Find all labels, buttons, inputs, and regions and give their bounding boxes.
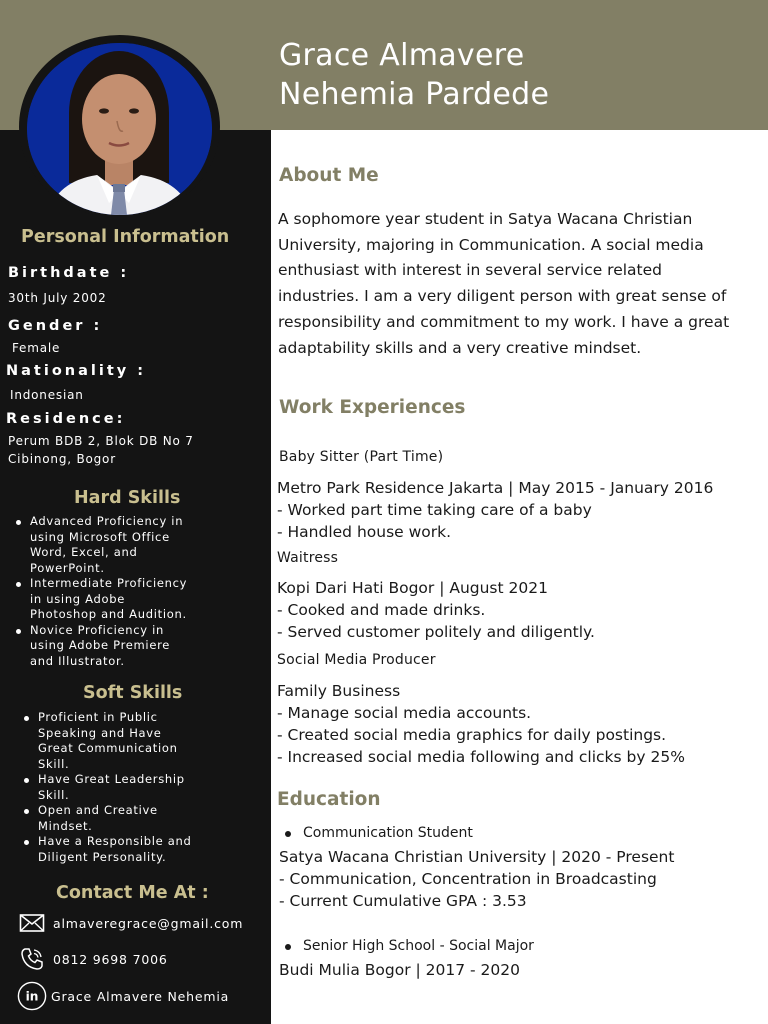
residence-line-1: Perum BDB 2, Blok DB No 7 xyxy=(8,434,194,448)
soft-skill-item-line: Diligent Personality. xyxy=(38,849,167,864)
soft-skill-item-line: Skill. xyxy=(38,756,70,771)
nationality-label: Nationality : xyxy=(6,363,147,379)
job-line: - Created social media graphics for daily postings. xyxy=(277,726,667,744)
education-heading: Education xyxy=(277,789,381,810)
hard-skill-item-line: using Adobe Premiere xyxy=(30,638,171,652)
education-line: Budi Mulia Bogor | 2017 - 2020 xyxy=(279,961,520,979)
soft-skills-list xyxy=(38,710,268,865)
soft-skill-item-line: Proficient in Public xyxy=(38,710,158,724)
nationality-value: Indonesian xyxy=(10,388,84,402)
hard-skill-item-line: using Microsoft Office xyxy=(30,529,170,544)
svg-text:in: in xyxy=(25,989,39,1004)
education-line: - Communication, Concentration in Broadcasting xyxy=(279,870,657,888)
hard-skill-item xyxy=(30,623,265,670)
education-details xyxy=(279,959,520,981)
hard-skill-item-line: PowerPoint. xyxy=(30,560,105,575)
about-heading: About Me xyxy=(279,165,379,186)
hard-skill-item-line: Intermediate Proficiency xyxy=(30,576,188,590)
job-title: Baby Sitter (Part Time) xyxy=(279,449,444,465)
education-item-title: Communication Student xyxy=(303,825,473,841)
job-line: - Cooked and made drinks. xyxy=(277,601,486,619)
job-details xyxy=(277,577,595,643)
linkedin-icon xyxy=(17,981,47,1011)
residence-label: Residence: xyxy=(6,411,126,427)
job-line: - Served customer politely and diligently. xyxy=(277,623,595,641)
hard-skills-list xyxy=(30,514,265,669)
hard-skill-item-line: and Illustrator. xyxy=(30,653,125,668)
profile-photo xyxy=(27,43,212,215)
residence-line-2: Cibinong, Bogor xyxy=(8,452,116,466)
education-line: - Current Cumulative GPA : 3.53 xyxy=(279,892,527,910)
job-line: - Handled house work. xyxy=(277,523,452,541)
contact-email[interactable] xyxy=(17,908,243,938)
phone-icon xyxy=(17,944,47,974)
soft-skill-item xyxy=(38,834,268,865)
hard-skill-item-line: Word, Excel, and xyxy=(30,545,138,559)
soft-skill-item-line: Have a Responsible and xyxy=(38,834,192,848)
gender-value: Female xyxy=(12,341,61,355)
soft-skill-item-line: Great Communication xyxy=(38,741,178,755)
hard-skill-item-line: Novice Proficiency in xyxy=(30,622,165,637)
name-line-2: Nehemia Pardede xyxy=(279,77,550,112)
soft-skill-item-line: Skill. xyxy=(38,787,70,802)
soft-skills-heading: Soft Skills xyxy=(83,683,183,703)
soft-skill-item-line: Open and Creative xyxy=(38,803,158,817)
personal-info-heading: Personal Information xyxy=(21,227,230,247)
soft-skill-item xyxy=(38,710,268,772)
job-title: Social Media Producer xyxy=(277,652,436,668)
gender-label: Gender : xyxy=(8,318,103,334)
about-text: A sophomore year student in Satya Wacana Christian University, majoring in Communication. A social media enthusiast with interest in several service related industries. I am a very diligent person with great sense of responsibility and commitment to my work. I have a great adaptability skills and a very creative mindset. xyxy=(278,210,730,357)
hard-skills-heading: Hard Skills xyxy=(74,488,181,508)
soft-skill-item xyxy=(38,803,268,834)
job-line: - Worked part time taking care of a baby xyxy=(277,501,592,519)
education-line: Satya Wacana Christian University | 2020 - Present xyxy=(279,848,675,866)
job-details xyxy=(277,477,713,543)
birthdate-value: 30th July 2002 xyxy=(8,291,107,305)
hard-skill-item xyxy=(30,576,265,623)
work-heading: Work Experiences xyxy=(279,397,466,418)
contact-phone-text: 0812 9698 7006 xyxy=(53,951,168,967)
hard-skill-item-line: Advanced Proficiency in xyxy=(30,514,184,528)
job-line: Metro Park Residence Jakarta | May 2015 - January 2016 xyxy=(277,479,714,497)
hard-skill-item-line: Photoshop and Audition. xyxy=(30,607,187,621)
soft-skill-item xyxy=(38,772,268,803)
job-line: Family Business xyxy=(277,682,401,700)
soft-skill-item-line: Have Great Leadership xyxy=(38,772,185,786)
education-details xyxy=(279,846,674,912)
contact-linkedin[interactable] xyxy=(17,981,229,1011)
contact-linkedin-text: Grace Almavere Nehemia xyxy=(51,988,230,1004)
education-item-title: Senior High School - Social Major xyxy=(303,938,534,954)
name-line-1: Grace Almavere xyxy=(279,38,525,73)
hard-skill-item-line: in using Adobe xyxy=(30,591,126,606)
mail-icon xyxy=(17,908,47,938)
soft-skill-item-line: Speaking and Have xyxy=(38,725,162,740)
soft-skill-item-line: Mindset. xyxy=(38,818,93,833)
job-title: Waitress xyxy=(277,550,339,566)
job-line: - Increased social media following and clicks by 25% xyxy=(277,748,685,766)
job-line: - Manage social media accounts. xyxy=(277,704,532,722)
job-details xyxy=(277,680,685,768)
hard-skill-item xyxy=(30,514,265,576)
contact-heading: Contact Me At : xyxy=(56,883,209,903)
person-portrait-icon xyxy=(27,43,212,215)
contact-email-text: almaveregrace@gmail.com xyxy=(53,915,244,931)
job-line: Kopi Dari Hati Bogor | August 2021 xyxy=(277,579,548,597)
birthdate-label: Birthdate : xyxy=(8,265,130,281)
contact-phone[interactable] xyxy=(17,944,168,974)
page-title xyxy=(279,36,549,114)
